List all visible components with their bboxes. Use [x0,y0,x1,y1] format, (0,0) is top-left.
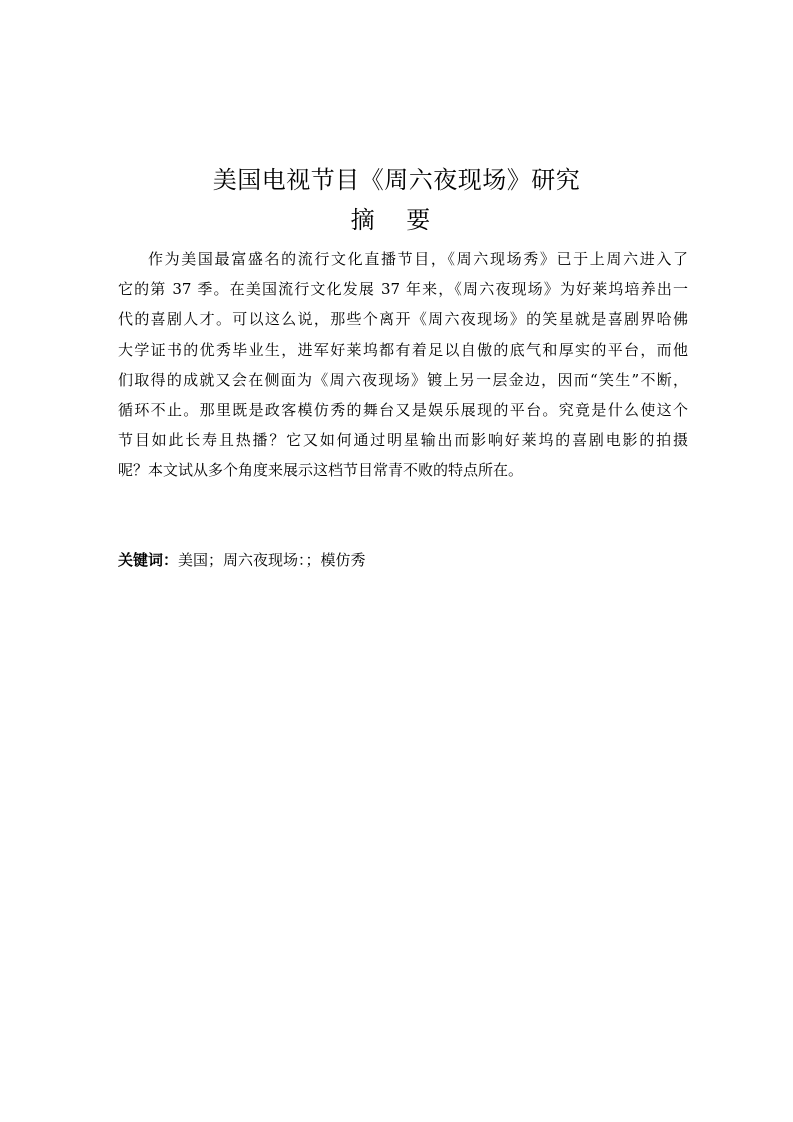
abstract-heading: 摘 要 [350,206,443,234]
abstract-line: 代的喜剧人才。可以这么说，那些个离开《周六夜现场》的笑星就是喜剧界哈佛 [118,310,688,329]
abstract-body [118,244,688,486]
keywords-value: 美国；周六夜现场：；模仿秀 [178,551,366,569]
abstract-line: 它的第 37 季。在美国流行文化发展 37 年来，《周六夜现场》为好莱坞培养出一 [118,280,688,299]
keywords-row [118,546,688,574]
abstract-line: 作为美国最富盛名的流行文化直播节目，《周六现场秀》已于上周六进入了 [148,250,688,268]
abstract-line: 循环不止。那里既是政客模仿秀的舞台又是娱乐展现的平台。究竟是什么使这个 [118,401,688,420]
document-title: 美国电视节目《周六夜现场》研究 [212,166,581,194]
abstract-line: 呢？本文试从多个角度来展示这档节目常青不败的特点所在。 [118,461,524,480]
abstract-line: 大学证书的优秀毕业生，进军好莱坞都有着足以自傲的底气和厚实的平台，而他 [118,340,688,359]
abstract-line: 节目如此长寿且热播？它又如何通过明星输出而影响好莱坞的喜剧电影的拍摄 [118,431,688,450]
keywords-label: 关键词： [118,551,179,569]
abstract-line: 们取得的成就又会在侧面为《周六夜现场》镀上另一层金边，因而“笑生”不断， [118,370,688,389]
